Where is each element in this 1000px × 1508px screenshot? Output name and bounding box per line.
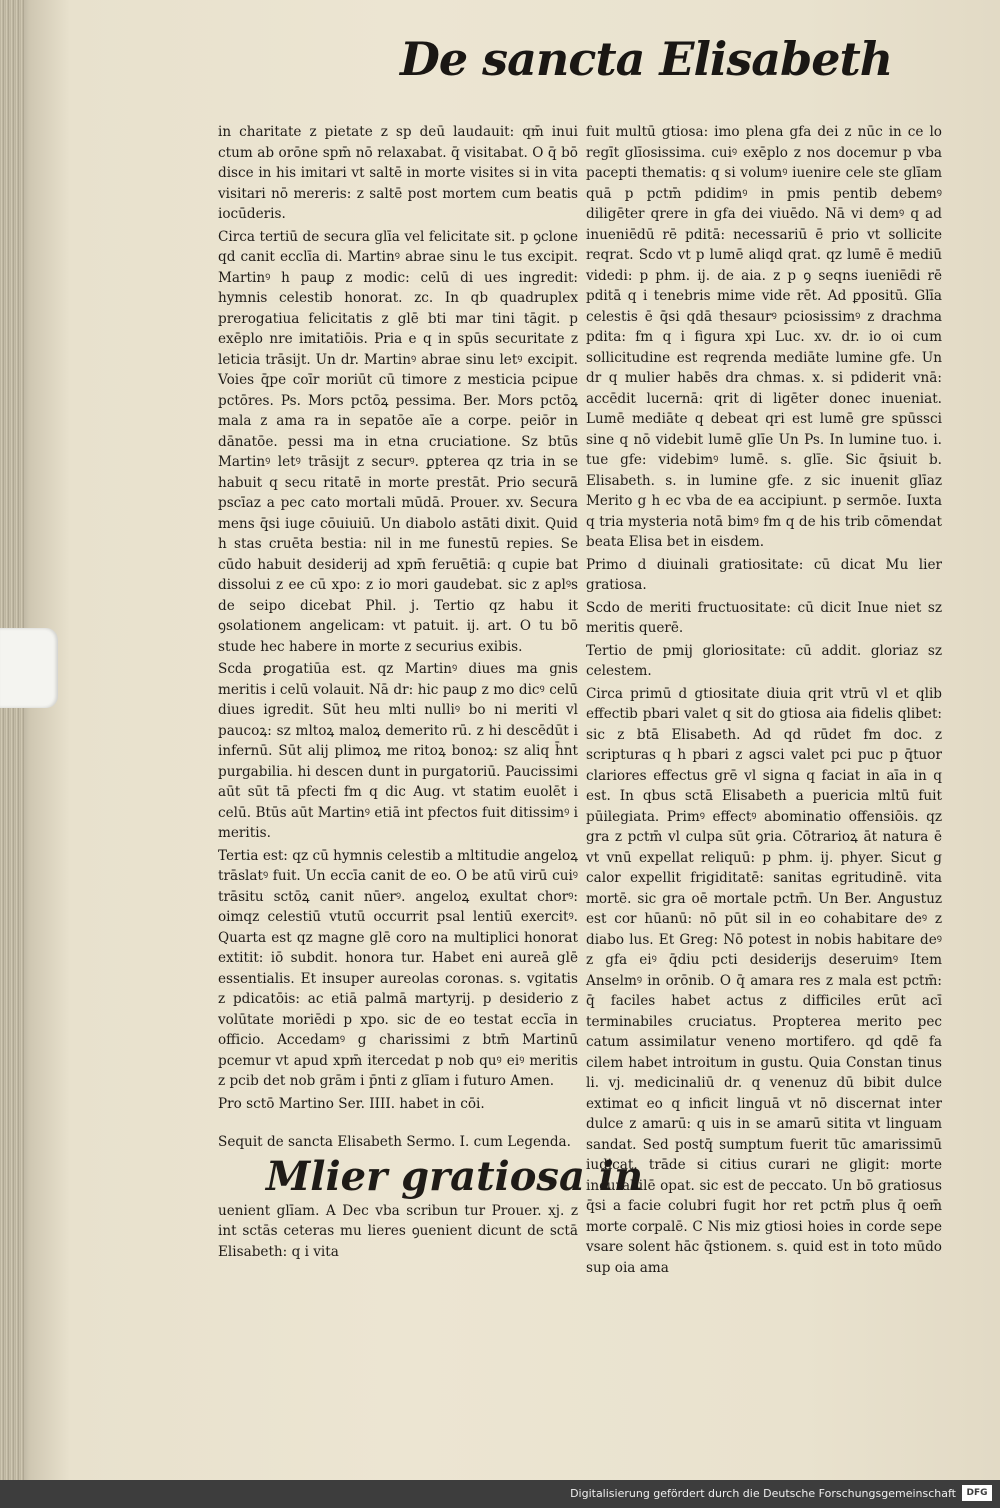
paragraph: Circa tertiū de secura glīa vel felicitate sit. p ꝯclone qd canit ecclīa di. Martinꝰ abrae sinu le tus excipit. Martinꝰ h pauꝑ z modic: celū di ues ingredit: hymnis celestib honorat. zc. In qb quadruplex prerogatiua felicitatis z glē bti mar tini tāgit. p exēplo nre imitatiōis. Pria e q in spūs securitate z leticia trāsijt. Un dr. Martinꝰ abrae sinu letꝰ excipit. Voies q̄pe coīr moriūt cū timore z mesticia pcipue pctōres. Ps. Mors pctōꝝ pessima. Ber. Mors pctōꝝ mala z ama ra in sepatōe aīe a corpe. peiōr in dānatōe. pessi ma in etna cruciatione. Sz btūs Martinꝰ letꝰ trāsijt z securꝰ. ꝑpterea qz tria in se habuit q secu ritatē in morte prestāt. Prio securā pscīaz a pec cato mortali mūdā. Prouer. xv. Secura mens q̄si iuge cōuiuiū. Un diabolo astāti dixit. Quid h stas cruēta bestia: nil in me funestū repies. Se cūdo habuit desiderij ad xpm̄ feruētiā: q cupie bat dissolui z ee cū xpo: z io mori gaudebat. sic z aplꝰs de seipo dicebat Phil. j. Tertio qz habu it ꝯsolationem angelicam: vt patuit. ij. art. O tu bō stude hec habere in morte z securius exibis. [218,228,578,655]
book-page-edges [0,0,24,1480]
paragraph: Tertia est: qz cū hymnis celestib a mltitudie angeloꝝ trāslatꝰ fuit. Un eccīa canit de eo. O be atū virū cuiꝰ trāsitu sctōꝝ canit nūerꝰ. angeloꝝ exultat chorꝰ: oimqz celestiū vtutū occurrit psal lentiū exercitꝰ. Quarta est qz magne glē coro na multiplici honorat extitit: iō subdit. honora tur. Habet eni aureā glē essentialis. Et insuper aureolas coronas. s. vgitatis z pdicatōis: ac etiā palmā martyrij. p desiderio z volūtate moriēdi p xpo. sic de eo testat eccīa in officio. Accedamꝰ g charissimi z btm̄ Martinū pcemur vt apud xpm̄ itercedat p nob quꝰ eiꝰ meritis z pcib det nob grām i p̄nti z glīam i futuro Amen. [218,847,578,1089]
sermon-opening: uenient glīam. A Dec vba scribun tur Prouer. xj. z int sctās ceteras mu lieres ꝯuenient dicunt de sctā Elisabeth: q i vita [218,1202,578,1260]
paragraph: fuit multū gtiosa: imo plena gfa dei z nūc in ce lo regīt glīosissima. cuiꝰ exēplo z nos docemur p vba pacepti thematis: q si volumꝰ iuenire cele ste glīam quā p pctm̄ pdidimꝰ in pmis pentib debemꝰ diligēter qrere in gfa dei viuēdo. Nā vi demꝰ q ad inueniēdū rē pditā: necessariū ē prio vt sollicite reqrat. Scdo vt p lumē aliqd qrat. qz lumē ē mediū videdi: p phm. ij. de aia. z p ꝯ seqns iueniēdi rē pditā q i tenebris mime vide rēt. Ad ꝑpositū. Glīa celestis ē q̄si qdā thesaurꝰ pciosissimꝰ z drachma pdita: fm q i figura xpi Luc. xv. dr. io oi cum sollicitudine est reqrenda mediāte lumine gfe. Un dr q mulier habēs dra chmas. x. si pdiderit vnā: accēdit lucernā: qrit di ligēter donec inueniat. Lumē mediāte q debeat qri est lumē gre spūssci sine q nō videbit lumē glīe Un Ps. In lumine tuo. i. tue gfe: videbimꝰ lumē. s. glīe. Sic q̄siuit b. Elisabeth. s. in lumine gfe. z sic inuenit glīaz Merito g h ec vba de ea accipiunt. p sermōe. Iuxta q tria mysteria notā bimꝰ fm q de his trib cōmendat beata Elisa bet in eisdem. [586,124,942,550]
right-column [586,122,942,1280]
footer-credit: Digitalisierung gefördert durch die Deutsche Forschungsgemeinschaft [570,1487,956,1500]
paragraph: Scdo de meriti fructuositate: cū dicit Inue niet sz meritis querē. [586,599,942,636]
page-clip [0,628,58,708]
footer-bar [0,1480,1000,1508]
left-column [218,122,644,1264]
dfg-logo: DFG [962,1485,992,1501]
sermon-title: Mlier gratiosa in [266,1152,644,1200]
paragraph: Pro sctō Martino Ser. IIII. habet in cōi. [218,1095,485,1112]
paragraph: Primo d diuinali gratiositate: cū dicat Mu lier gratiosa. [586,556,942,593]
sermon-heading: Sequit de sancta Elisabeth Sermo. I. cum Legenda. [218,1134,571,1150]
paragraph: in charitate z pietate z sp deū laudauit: qm̄ inui ctum ab orōne spm̄ nō relaxabat. q̄ visitabat. O q̄ bō disce in his imitari vt saltē in morte visites si in vita visitari nō mereris: z saltē post mortem cum beatis iocūderis. [218,124,578,222]
paragraph: Tertio de pmij gloriositate: cū addit. gloriaz sz celestem. [586,642,942,679]
paragraph: Circa primū d gtiositate diuia qrit vtrū vl et qlib effectib pbari valet q sit do gtiosa aia fidelis qlibet: sic z btā Elisabeth. Ad qd rūdet fm doc. z scripturas q h pbari z agsci valet pci puc p q̄tuor clariores effectus grē vl signa q faciat in aīa in q est. In qbus sctā Elisabeth a puericia mltū fuit pūilegiata. Primꝰ effectꝰ abominatio offensiōis. qz gra z pctm̄ vl culpa sūt ꝯria. Cōtrarioꝝ āt natura ē vt vnū expellat reliquū: p phm. ij. phyer. Sicut g calor expellit frigiditatē: sanitas egritudinē. vita mortē. sic gra oē mortale pctm̄. Un Ber. Angustuz est cor hūanū: nō pūt sil in eo cohabitare deꝰ z diabo lus. Et Greg: Nō potest in nobis habitare deꝰ z gfa eiꝰ q̄diu pcti desiderijs deseruimꝰ Item Anselmꝰ in orōnib. O q̄ amara res z mala est pctm̄: q̄ faciles habet actus z difficiles erūt acī terminabiles cruciatus. Propterea merito pec catum assimilatur veneno mortifero. qd qdē fa cilem habet introitum in gustu. Quia Constan tinus li. vj. medicinaliū dr. q venenuz dū bibit dulce extimat eo q inficit linguā vt nō discernat inter dulce z amarū: q uis in se amarū sitita vt linguam sandat. Sed postq̄ sumptum fuerit tūc amarissimū iudicat. trāde si citius curari ne gligit: morte incurabilē opat. sic est de peccato. Un bō gratiosus q̄si a facie colubri fugit hor ret pctm̄ plus q̄ oem̄ morte corpalē. C Nis miz gtiosi hoies in corde sepe vsare solent hāc q̄stionem. s. quid est in toto mūdo sup oia ama [586,685,942,1276]
paragraph: Scda ꝑrogatiūa est. qz Martinꝰ diues ma gnis meritis i celū volauit. Nā dr: hic pauꝑ z mo dicꝰ celū diues igredit. Sūt heu mlti nulliꝰ bo ni meriti vl paucoꝝ: sz mltoꝝ maloꝝ demerito rū. z hi descēdūt i infernū. Sūt alij plimoꝝ me ritoꝝ bonoꝝ: sz aliq h̄nt purgabilia. hi descen dunt in purgatoriū. Paucissimi aūt sūt tā pfecti fm q dic Aug. vt statim euolēt i celū. Btūs aūt Martinꝰ etiā int pfectos fuit ditissimꝰ i meritis. [218,661,578,841]
running-head: De sancta Elisabeth [400,32,893,86]
